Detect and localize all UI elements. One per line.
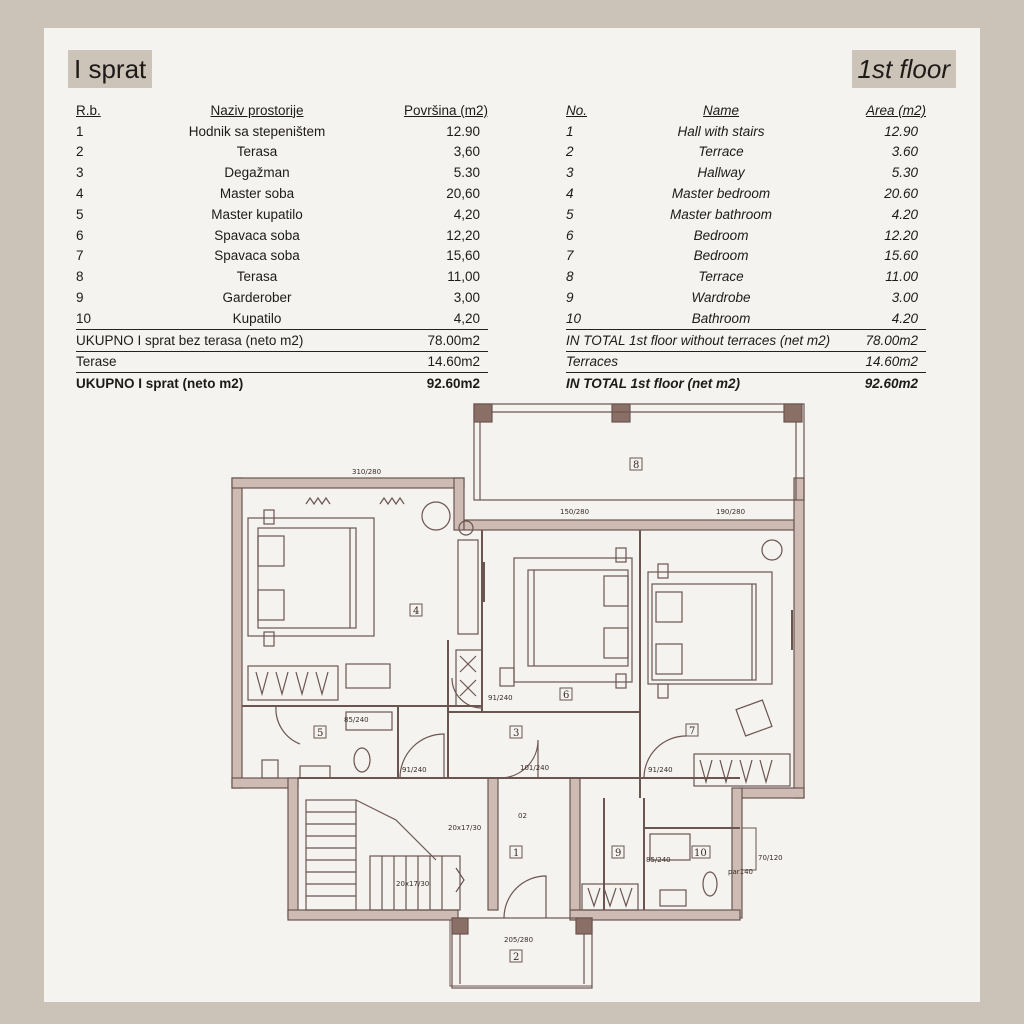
row-number: 10 [76, 308, 122, 329]
room-number-8: 8 [633, 460, 640, 471]
row-name: Master bathroom [670, 206, 773, 222]
window-label-master: 310/280 [352, 468, 382, 476]
room-number-4: 4 [413, 606, 420, 617]
row-area: 15.60 [884, 248, 918, 264]
door-label-hall: 101/240 [520, 764, 550, 772]
total-net-label: IN TOTAL 1st floor without terraces (net m2) [566, 329, 830, 351]
room-number-7: 7 [689, 726, 696, 737]
row-area: 4.20 [891, 206, 918, 222]
row-name: Degažman [224, 165, 290, 181]
row-area: 4,20 [392, 308, 488, 329]
row-area: 5.30 [891, 165, 918, 181]
row-name: Spavaca soba [214, 248, 300, 264]
row-area: 11,00 [447, 269, 480, 285]
row-name: Master soba [219, 186, 295, 202]
row-number: 8 [566, 269, 574, 285]
door-label-bed7: 91/240 [648, 766, 673, 774]
row-area: 4,20 [453, 206, 480, 222]
row-name: Kupatilo [122, 308, 392, 329]
row-number: 2 [566, 144, 574, 160]
title-badge-english: 1st floor [852, 50, 957, 88]
row-name: Spavaca soba [214, 227, 300, 243]
title-badge-serbian: I sprat [68, 50, 152, 88]
bed-master [248, 518, 374, 636]
row-area: 3.60 [891, 144, 918, 160]
room-labels [314, 458, 710, 963]
row-name: Hall with stairs [677, 123, 765, 139]
header-number: No. [566, 102, 588, 118]
bed-bedroom-7 [648, 572, 772, 684]
terrace-top [474, 404, 804, 500]
row-name: Terasa [236, 269, 278, 285]
terraces-label: Terase [76, 351, 392, 373]
stair-label-lower: 20x17/30 [396, 880, 430, 888]
room-number-3: 3 [513, 728, 520, 739]
row-area: 12.20 [884, 227, 918, 243]
row-number: 8 [76, 269, 84, 285]
row-area: 11.00 [885, 269, 918, 285]
row-area: 12.90 [884, 123, 918, 139]
room-number-1: 1 [513, 848, 520, 859]
row-name: Master bedroom [671, 186, 771, 202]
row-area: 4.20 [830, 308, 926, 329]
total-net-value: 78.00m2 [392, 329, 488, 351]
row-name: Hodnik sa stepeništem [188, 123, 326, 139]
door-label-master: 85/240 [344, 716, 369, 724]
room-number-2: 2 [513, 952, 520, 963]
window-label-bed6: 150/280 [560, 508, 590, 516]
row-number: 5 [76, 206, 84, 222]
level-mark: 02 [518, 812, 527, 820]
row-area: 20,60 [446, 186, 480, 202]
row-number: 3 [76, 165, 84, 181]
row-area: 20.60 [884, 186, 918, 202]
room-number-10: 10 [694, 848, 707, 859]
door-swings [276, 678, 686, 918]
furniture-decor [264, 502, 782, 736]
door-label-bed6: 91/240 [488, 694, 513, 702]
total-label: IN TOTAL 1st floor (net m2) [566, 376, 741, 392]
door-label-bath5: 91/240 [402, 766, 427, 774]
bed-bedroom-6 [514, 558, 632, 682]
header-name: Name [703, 102, 740, 118]
row-name: Garderober [222, 290, 292, 306]
row-number: 9 [76, 290, 84, 306]
row-number: 6 [566, 227, 574, 243]
header-number: R.b. [76, 102, 101, 118]
terraces-label: Terraces [566, 351, 830, 373]
header-name: Naziv prostorije [210, 102, 304, 118]
stairs [306, 800, 464, 910]
row-area: 12,20 [446, 227, 480, 243]
row-area: 3,00 [453, 290, 480, 306]
door-label-terrace2: 205/280 [504, 936, 534, 944]
total-label: UKUPNO I sprat (neto m2) [76, 376, 244, 392]
terraces-value: 14.60m2 [830, 351, 926, 373]
terraces-value: 14.60m2 [392, 351, 488, 373]
row-name: Terrace [698, 269, 744, 285]
row-number: 1 [76, 123, 84, 139]
row-number: 9 [566, 290, 574, 306]
room-number-6: 6 [563, 690, 570, 701]
row-number: 3 [566, 165, 574, 181]
total-net-value: 78.00m2 [830, 329, 926, 351]
row-name: Terrace [698, 144, 744, 160]
header-area: Area (m2) [865, 102, 926, 118]
row-number: 7 [566, 248, 574, 264]
window-label-bed7: 190/280 [716, 508, 746, 516]
room-number-5: 5 [317, 728, 324, 739]
row-number: 4 [566, 186, 574, 202]
row-name: Bathroom [612, 308, 830, 329]
total-value: 92.60m2 [426, 376, 480, 392]
row-number: 2 [76, 144, 84, 160]
row-area: 3,60 [453, 144, 480, 160]
row-name: Master kupatilo [211, 206, 303, 222]
header-area: Površina (m2) [403, 102, 488, 118]
row-name: Bedroom [693, 227, 749, 243]
row-name: Bedroom [693, 248, 749, 264]
row-name: Terasa [236, 144, 278, 160]
room-number-9: 9 [615, 848, 622, 859]
door-label-bath10: 85/240 [646, 856, 671, 864]
row-name: Hallway [697, 165, 745, 181]
row-area: 12.90 [446, 123, 480, 139]
total-net-label: UKUPNO I sprat bez terasa (neto m2) [76, 329, 392, 351]
window-label-bath10: 70/120 [758, 854, 783, 862]
row-number: 7 [76, 248, 84, 264]
row-area: 3.00 [891, 290, 918, 306]
row-area: 5.30 [453, 165, 480, 181]
row-name: Wardrobe [691, 290, 751, 306]
stair-label-upper: 20x17/30 [448, 824, 482, 832]
row-number: 6 [76, 227, 84, 243]
row-area: 15,60 [446, 248, 480, 264]
window-label-par: par140 [728, 868, 753, 876]
row-number: 10 [566, 308, 612, 329]
row-number: 4 [76, 186, 84, 202]
total-value: 92.60m2 [864, 376, 918, 392]
row-number: 1 [566, 123, 574, 139]
row-number: 5 [566, 206, 574, 222]
